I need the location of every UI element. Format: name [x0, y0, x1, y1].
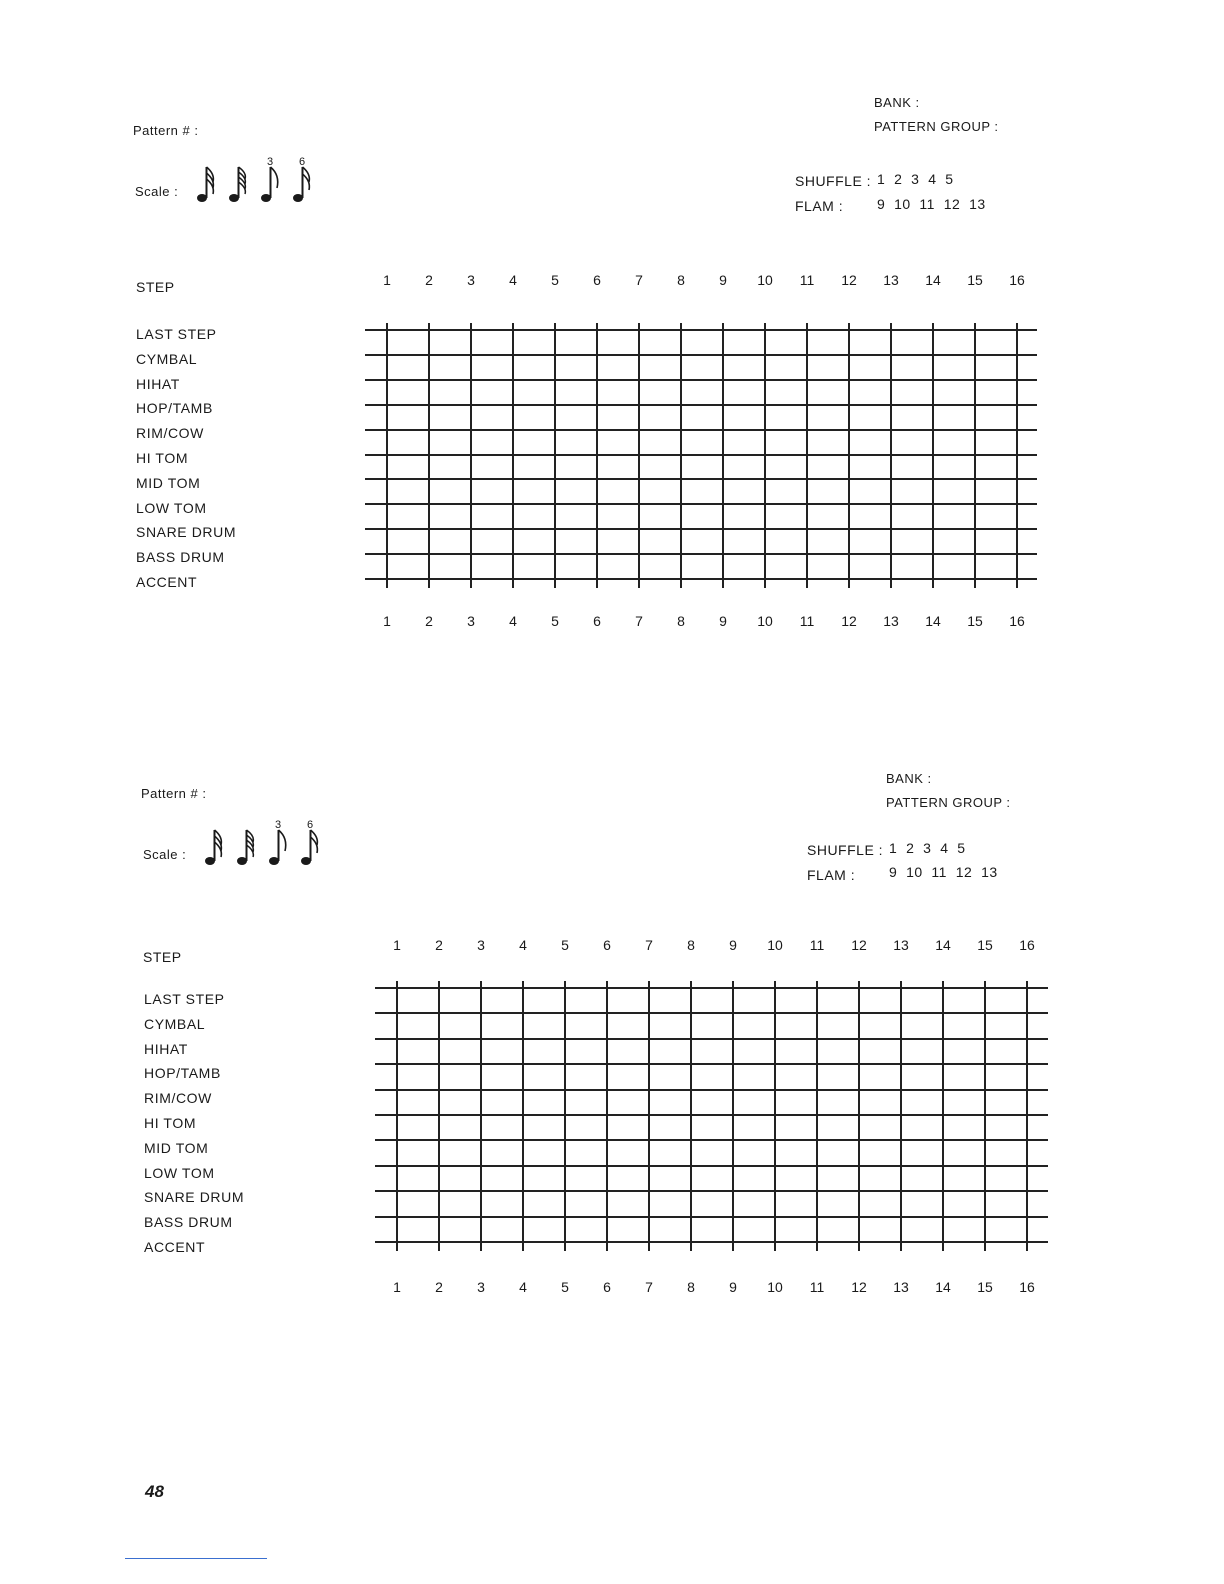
step-number: 3	[477, 1279, 485, 1295]
grid-step-line	[470, 323, 472, 588]
step-number: 3	[467, 272, 475, 288]
grid-step-line	[732, 981, 734, 1251]
page-number: 48	[145, 1482, 164, 1501]
shuffle-values: 1 2 3 4 5	[889, 840, 966, 856]
step-label: STEP	[143, 949, 182, 965]
step-number: 1	[383, 613, 391, 629]
scale-label: Scale :	[135, 184, 179, 199]
row-label-rim-cow: RIM/COW	[144, 1090, 212, 1107]
row-label-cymbal: CYMBAL	[144, 1015, 206, 1032]
step-number: 9	[729, 1279, 737, 1295]
grid-row-line	[375, 1038, 1048, 1040]
step-number: 5	[561, 937, 569, 953]
pattern-group-label: PATTERN GROUP :	[886, 795, 1011, 810]
step-number: 2	[435, 1279, 443, 1295]
scale-notes	[195, 158, 313, 204]
step-number: 2	[435, 937, 443, 953]
row-label-hi-tom: HI TOM	[136, 449, 189, 466]
step-number: 6	[593, 272, 601, 288]
row-label-mid-tom: MID TOM	[144, 1139, 209, 1156]
grid-row-line	[365, 404, 1037, 406]
step-number: 7	[645, 937, 653, 953]
grid-row-line	[365, 553, 1037, 555]
grid-step-line	[984, 981, 986, 1251]
row-label-accent: ACCENT	[136, 573, 198, 590]
grid-step-line	[480, 981, 482, 1251]
grid-step-line	[974, 323, 976, 588]
grid-step-line	[1016, 323, 1018, 588]
row-label-hop-tamb: HOP/TAMB	[144, 1065, 221, 1082]
step-number: 14	[935, 1279, 951, 1295]
grid-row-line	[365, 578, 1037, 580]
eighth-note-triplet-icon: 3	[259, 158, 281, 204]
step-number: 2	[425, 272, 433, 288]
bank-label: BANK :	[886, 771, 932, 786]
scale-label: Scale :	[143, 847, 187, 862]
step-number: 8	[677, 613, 685, 629]
step-number: 7	[635, 272, 643, 288]
grid-step-line	[386, 323, 388, 588]
grid-step-line	[396, 981, 398, 1251]
row-label-hihat: HIHAT	[144, 1040, 188, 1057]
grid-step-line	[764, 323, 766, 588]
row-label-hihat: HIHAT	[136, 375, 180, 392]
grid-step-line	[942, 981, 944, 1251]
step-number: 1	[383, 272, 391, 288]
row-label-accent: ACCENT	[144, 1238, 206, 1255]
grid-step-line	[512, 323, 514, 588]
grid-step-line	[690, 981, 692, 1251]
grid-row-line	[375, 1089, 1048, 1091]
step-numbers-top	[375, 937, 1048, 957]
shuffle-label: SHUFFLE :	[807, 842, 884, 858]
sixteenth-note-sextuplet-icon: 6	[291, 158, 313, 204]
grid-row-line	[365, 454, 1037, 456]
grid-step-line	[564, 981, 566, 1251]
step-number: 11	[809, 1279, 825, 1295]
step-grid	[375, 987, 1048, 1243]
step-number: 1	[393, 937, 401, 953]
step-number: 9	[729, 937, 737, 953]
step-number: 10	[767, 1279, 783, 1295]
step-number: 4	[509, 613, 517, 629]
grid-row-line	[365, 354, 1037, 356]
grid-step-line	[816, 981, 818, 1251]
pattern-number-label: Pattern # :	[141, 786, 207, 801]
sixteenth-note-sextuplet-icon: 6	[299, 821, 321, 867]
step-number: 13	[893, 1279, 909, 1295]
grid-row-line	[375, 1165, 1048, 1167]
grid-step-line	[680, 323, 682, 588]
step-numbers-bottom	[375, 1279, 1048, 1299]
row-label-low-tom: LOW TOM	[136, 499, 207, 516]
step-numbers-top	[365, 272, 1037, 292]
row-label-bass-drum: BASS DRUM	[144, 1214, 233, 1231]
shuffle-label: SHUFFLE :	[795, 173, 872, 189]
grid-step-line	[554, 323, 556, 588]
row-label-hi-tom: HI TOM	[144, 1114, 197, 1131]
grid-row-line	[365, 503, 1037, 505]
footer-rule	[125, 1558, 267, 1559]
step-grid	[365, 329, 1037, 580]
step-number: 6	[603, 937, 611, 953]
row-label-mid-tom: MID TOM	[136, 474, 201, 491]
grid-row-line	[375, 1114, 1048, 1116]
step-number: 8	[677, 272, 685, 288]
grid-step-line	[900, 981, 902, 1251]
pattern-sheet-2	[0, 670, 1224, 1360]
step-number: 16	[1019, 937, 1035, 953]
step-number: 6	[593, 613, 601, 629]
step-number: 14	[925, 272, 941, 288]
row-label-bass-drum: BASS DRUM	[136, 549, 225, 566]
row-label-cymbal: CYMBAL	[136, 350, 198, 367]
step-label: STEP	[136, 279, 175, 295]
grid-row-line	[365, 528, 1037, 530]
step-number: 13	[893, 937, 909, 953]
grid-row-line	[375, 1190, 1048, 1192]
grid-row-line	[375, 1063, 1048, 1065]
step-number: 8	[687, 1279, 695, 1295]
row-label-hop-tamb: HOP/TAMB	[136, 400, 213, 417]
bank-label: BANK :	[874, 95, 920, 110]
flam-label: FLAM :	[795, 198, 844, 214]
grid-step-line	[648, 981, 650, 1251]
pattern-group-label: PATTERN GROUP :	[874, 119, 999, 134]
instrument-labels	[136, 326, 236, 599]
grid-step-line	[522, 981, 524, 1251]
step-number: 7	[635, 613, 643, 629]
step-number: 10	[757, 272, 773, 288]
step-number: 14	[925, 613, 941, 629]
step-number: 15	[977, 937, 993, 953]
row-label-last-step: LAST STEP	[136, 326, 217, 342]
step-number: 2	[425, 613, 433, 629]
step-number: 15	[977, 1279, 993, 1295]
step-number: 4	[519, 937, 527, 953]
step-number: 16	[1019, 1279, 1035, 1295]
grid-row-line	[365, 478, 1037, 480]
pattern-number-label: Pattern # :	[133, 123, 199, 138]
flam-values: 9 10 11 12 13	[889, 864, 998, 880]
grid-row-line	[375, 1241, 1048, 1243]
step-number: 14	[935, 937, 951, 953]
flam-label: FLAM :	[807, 867, 856, 883]
step-number: 7	[645, 1279, 653, 1295]
sixty-fourth-note-icon	[235, 821, 257, 867]
step-number: 15	[967, 613, 983, 629]
shuffle-values: 1 2 3 4 5	[877, 171, 954, 187]
step-number: 13	[883, 613, 899, 629]
grid-step-line	[806, 323, 808, 588]
grid-row-line	[375, 1012, 1048, 1014]
grid-row-line	[365, 379, 1037, 381]
step-number: 9	[719, 272, 727, 288]
step-number: 12	[851, 1279, 867, 1295]
step-number: 1	[393, 1279, 401, 1295]
step-number: 11	[809, 937, 825, 953]
scale-notes	[203, 821, 321, 867]
grid-step-line	[606, 981, 608, 1251]
grid-step-line	[428, 323, 430, 588]
step-number: 16	[1009, 272, 1025, 288]
grid-row-line	[375, 1139, 1048, 1141]
step-number: 13	[883, 272, 899, 288]
grid-row-line	[365, 429, 1037, 431]
flam-values: 9 10 11 12 13	[877, 196, 986, 212]
step-number: 11	[799, 613, 815, 629]
step-number: 10	[767, 937, 783, 953]
step-number: 8	[687, 937, 695, 953]
step-number: 3	[467, 613, 475, 629]
grid-step-line	[890, 323, 892, 588]
step-numbers-bottom	[365, 613, 1037, 633]
step-number: 4	[519, 1279, 527, 1295]
step-number: 10	[757, 613, 773, 629]
pattern-sheet-1	[0, 0, 1224, 690]
step-number: 5	[551, 613, 559, 629]
step-number: 12	[851, 937, 867, 953]
step-number: 3	[477, 937, 485, 953]
thirty-second-note-icon	[195, 158, 217, 204]
grid-step-line	[722, 323, 724, 588]
step-number: 6	[603, 1279, 611, 1295]
grid-step-line	[438, 981, 440, 1251]
step-number: 5	[551, 272, 559, 288]
grid-step-line	[596, 323, 598, 588]
row-label-snare-drum: SNARE DRUM	[144, 1189, 245, 1206]
eighth-note-triplet-icon: 3	[267, 821, 289, 867]
step-number: 16	[1009, 613, 1025, 629]
grid-row-line	[375, 1216, 1048, 1218]
step-number: 12	[841, 613, 857, 629]
step-number: 9	[719, 613, 727, 629]
thirty-second-note-icon	[203, 821, 225, 867]
sixty-fourth-note-icon	[227, 158, 249, 204]
step-number: 15	[967, 272, 983, 288]
step-number: 4	[509, 272, 517, 288]
row-label-low-tom: LOW TOM	[144, 1164, 215, 1181]
step-number: 5	[561, 1279, 569, 1295]
instrument-labels	[144, 991, 244, 1264]
grid-step-line	[858, 981, 860, 1251]
row-label-snare-drum: SNARE DRUM	[136, 524, 237, 541]
grid-step-line	[932, 323, 934, 588]
step-number: 12	[841, 272, 857, 288]
grid-step-line	[638, 323, 640, 588]
grid-step-line	[774, 981, 776, 1251]
step-number: 11	[799, 272, 815, 288]
grid-step-line	[848, 323, 850, 588]
row-label-rim-cow: RIM/COW	[136, 425, 204, 442]
grid-step-line	[1026, 981, 1028, 1251]
row-label-last-step: LAST STEP	[144, 991, 225, 1007]
